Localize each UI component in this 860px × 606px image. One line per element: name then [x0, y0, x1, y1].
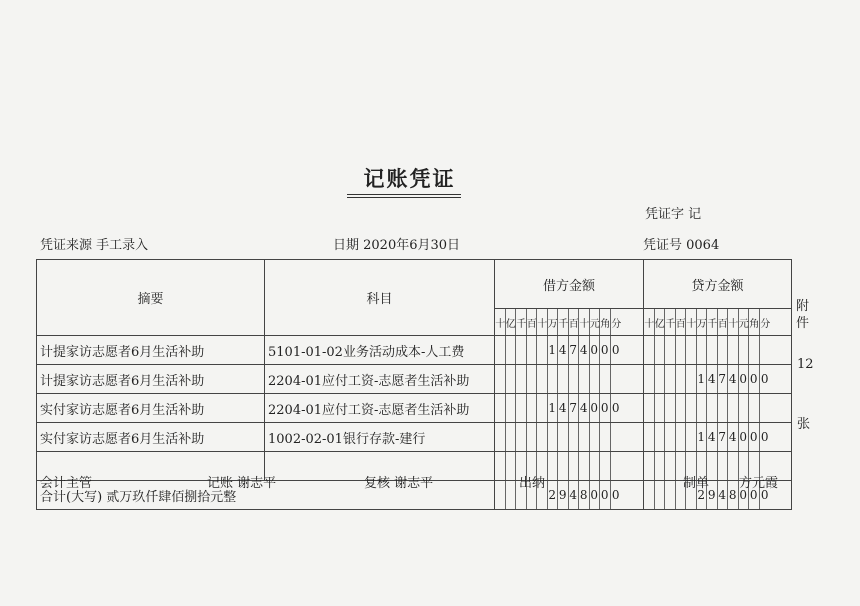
unit-label: 千: [665, 309, 676, 335]
amount-digit: [655, 365, 666, 393]
amount-digit: [728, 336, 739, 364]
amount-digit: [655, 452, 666, 480]
amount-digit: [579, 452, 590, 480]
amount-digit: 1: [548, 336, 559, 364]
amount-digit: [506, 481, 517, 509]
amount-digit: [579, 423, 590, 451]
row-debit: [495, 365, 644, 394]
amount-digit: [600, 423, 611, 451]
amount-digit: [516, 423, 527, 451]
footer-supervisor: 会计主管: [40, 476, 93, 491]
table-row: [37, 365, 792, 394]
amount-digit: [665, 394, 676, 422]
amount-digit: 0: [749, 481, 760, 509]
unit-label: 千: [516, 309, 527, 335]
amount-digit: 2: [548, 481, 559, 509]
unit-label: 亿: [506, 309, 517, 335]
credit-unit-row: [644, 309, 791, 335]
unit-label: 百: [718, 309, 729, 335]
amount-digit: [569, 452, 580, 480]
amount-grid: [644, 365, 770, 393]
title-underline-1: [347, 194, 461, 195]
amount-digit: [749, 336, 760, 364]
amount-digit: 4: [707, 365, 718, 393]
amount-digit: [644, 423, 655, 451]
unit-label: 万: [548, 309, 559, 335]
amount-digit: 7: [718, 423, 729, 451]
amount-digit: [655, 336, 666, 364]
header-debit: 借方金额: [495, 260, 644, 309]
amount-digit: [739, 336, 750, 364]
amount-digit: [600, 365, 611, 393]
row-credit: [644, 365, 792, 394]
footer-preparer-name: 方元霞: [739, 476, 779, 491]
amount-digit: [495, 481, 506, 509]
row-summary: 计提家访志愿者6月生活补助: [37, 336, 265, 365]
amount-digit: [665, 481, 676, 509]
amount-digit: [516, 394, 527, 422]
amount-digit: [611, 365, 622, 393]
amount-digit: [506, 394, 517, 422]
unit-label: 分: [760, 318, 770, 330]
amount-digit: [697, 336, 708, 364]
debit-unit-row: [495, 309, 643, 335]
footer-bookkeeper: 记账 谢志平: [207, 476, 277, 491]
amount-digit: 4: [579, 336, 590, 364]
amount-digit: [655, 481, 666, 509]
voucher-source: 凭证来源 手工录入: [40, 238, 149, 253]
row-summary: 计提家访志愿者6月生活补助: [37, 365, 265, 394]
amount-digit: 0: [749, 365, 760, 393]
total-label: 合计(大写) 贰万玖仟肆佰捌拾元整: [37, 481, 495, 510]
unit-label: 百: [676, 309, 687, 335]
unit-label: 十: [537, 309, 548, 335]
amount-digit: [548, 365, 559, 393]
amount-digit: 0: [749, 423, 760, 451]
amount-digit: 9: [558, 481, 569, 509]
amount-digit: 0: [611, 343, 620, 357]
unit-label: 千: [707, 309, 718, 335]
amount-digit: [548, 452, 559, 480]
amount-digit: [537, 423, 548, 451]
amount-digit: [644, 481, 655, 509]
amount-digit: 0: [760, 430, 769, 444]
amount-digit: 0: [600, 481, 611, 509]
row-credit: [644, 394, 792, 423]
amount-digit: [558, 423, 569, 451]
amount-digit: [600, 452, 611, 480]
amount-digit: 0: [590, 481, 601, 509]
amount-digit: [644, 452, 655, 480]
unit-label: 十: [644, 309, 655, 335]
amount-grid: [644, 423, 770, 451]
header-credit: 贷方金额: [644, 260, 792, 309]
amount-digit: 0: [600, 336, 611, 364]
voucher-table: [36, 259, 792, 510]
title-underline-2: [347, 197, 461, 198]
amount-digit: [516, 365, 527, 393]
unit-label: 百: [569, 309, 580, 335]
amount-digit: [558, 452, 569, 480]
unit-label: 十: [686, 309, 697, 335]
amount-digit: 4: [718, 481, 729, 509]
amount-digit: [495, 336, 506, 364]
amount-grid: [495, 336, 621, 364]
amount-digit: 8: [728, 481, 739, 509]
amount-digit: 0: [739, 365, 750, 393]
amount-digit: 4: [558, 336, 569, 364]
amount-digit: 4: [728, 423, 739, 451]
amount-digit: 4: [707, 423, 718, 451]
unit-label: 百: [527, 309, 538, 335]
amount-digit: [707, 336, 718, 364]
row-debit: [495, 423, 644, 452]
amount-grid: [495, 423, 621, 451]
amount-digit: 1: [697, 365, 708, 393]
amount-digit: [506, 336, 517, 364]
unit-label: 元: [590, 309, 601, 335]
amount-digit: [665, 336, 676, 364]
amount-grid: [644, 394, 770, 422]
row-debit: [495, 336, 644, 365]
attachment-label-zhang: 张: [797, 417, 811, 432]
unit-label: 元: [739, 309, 750, 335]
row-debit: [495, 452, 644, 481]
amount-digit: [644, 365, 655, 393]
amount-digit: 0: [739, 481, 750, 509]
voucher-number: 凭证号 0064: [643, 238, 720, 253]
amount-digit: 0: [590, 336, 601, 364]
amount-digit: [579, 365, 590, 393]
amount-digit: [506, 365, 517, 393]
table-row: [37, 394, 792, 423]
amount-digit: 2: [697, 481, 708, 509]
amount-digit: [676, 394, 687, 422]
row-account: 5101-01-02业务活动成本-人工费: [265, 336, 495, 365]
amount-digit: [749, 394, 760, 422]
amount-digit: [590, 423, 601, 451]
amount-digit: [590, 452, 601, 480]
amount-digit: [665, 365, 676, 393]
table-row: [37, 423, 792, 452]
amount-digit: [590, 365, 601, 393]
amount-digit: [676, 336, 687, 364]
voucher-type: 凭证字 记: [645, 207, 702, 222]
amount-digit: [537, 336, 548, 364]
amount-digit: 4: [579, 394, 590, 422]
amount-digit: [697, 394, 708, 422]
amount-digit: 9: [707, 481, 718, 509]
footer-cashier: 出纳: [519, 476, 546, 491]
voucher-date: 日期 2020年6月30日: [333, 238, 461, 253]
amount-digit: [569, 365, 580, 393]
amount-digit: 4: [728, 365, 739, 393]
amount-digit: [611, 452, 622, 480]
amount-digit: 0: [611, 401, 620, 415]
amount-digit: [676, 365, 687, 393]
row-credit: [644, 423, 792, 452]
total-debit: [495, 481, 644, 510]
amount-digit: [558, 365, 569, 393]
unit-label: 角: [600, 309, 611, 335]
row-account: 1002-02-01银行存款-建行: [265, 423, 495, 452]
header-account: 科目: [265, 260, 495, 336]
unit-label: 万: [697, 309, 708, 335]
amount-digit: [527, 394, 538, 422]
amount-digit: 0: [760, 372, 769, 386]
amount-digit: [739, 394, 750, 422]
amount-digit: [665, 452, 676, 480]
amount-digit: [644, 336, 655, 364]
amount-digit: [665, 423, 676, 451]
amount-digit: 0: [590, 394, 601, 422]
header-summary: 摘要: [37, 260, 265, 336]
amount-digit: 0: [600, 394, 611, 422]
unit-label: 十: [728, 309, 739, 335]
row-summary: 实付家访志愿者6月生活补助: [37, 394, 265, 423]
attachment-label-jian: 件: [796, 316, 810, 331]
unit-label: 十: [495, 309, 506, 335]
amount-digit: [611, 423, 622, 451]
row-summary: 实付家访志愿者6月生活补助: [37, 423, 265, 452]
amount-digit: [644, 394, 655, 422]
amount-digit: [686, 423, 697, 451]
credit-units: [644, 309, 792, 336]
unit-label: 千: [558, 309, 569, 335]
table-row: [37, 336, 792, 365]
footer-preparer-label: 制单: [683, 476, 710, 491]
amount-digit: [516, 336, 527, 364]
amount-digit: [718, 336, 729, 364]
amount-digit: [686, 336, 697, 364]
amount-digit: [495, 452, 506, 480]
amount-digit: [569, 423, 580, 451]
amount-digit: [506, 423, 517, 451]
amount-grid: [644, 336, 770, 364]
amount-digit: [718, 452, 729, 480]
row-account: 2204-01应付工资-志愿者生活补助: [265, 365, 495, 394]
amount-digit: [537, 365, 548, 393]
amount-digit: [718, 394, 729, 422]
amount-digit: [495, 394, 506, 422]
amount-digit: 0: [739, 423, 750, 451]
amount-digit: [760, 394, 771, 422]
amount-digit: 1: [548, 394, 559, 422]
amount-grid: [495, 365, 621, 393]
amount-digit: 0: [760, 488, 769, 502]
debit-units: [495, 309, 644, 336]
amount-grid: [495, 452, 621, 480]
unit-label: 角: [749, 309, 760, 335]
amount-digit: 1: [697, 423, 708, 451]
amount-digit: 0: [611, 488, 620, 502]
unit-label: 分: [611, 318, 621, 330]
amount-digit: 7: [569, 394, 580, 422]
amount-digit: 4: [569, 481, 580, 509]
amount-digit: 7: [569, 336, 580, 364]
row-debit: [495, 394, 644, 423]
amount-digit: 7: [718, 365, 729, 393]
amount-digit: [686, 365, 697, 393]
amount-digit: [527, 423, 538, 451]
amount-digit: [655, 423, 666, 451]
amount-digit: [527, 365, 538, 393]
footer-reviewer: 复核 谢志平: [364, 476, 434, 491]
amount-digit: [728, 452, 739, 480]
attachment-label-fu: 附: [796, 299, 810, 314]
voucher-title: 记账凭证: [363, 166, 456, 191]
amount-digit: [548, 423, 559, 451]
unit-label: 亿: [655, 309, 666, 335]
amount-digit: 4: [558, 394, 569, 422]
amount-digit: [506, 452, 517, 480]
amount-digit: [495, 365, 506, 393]
amount-digit: 8: [579, 481, 590, 509]
amount-grid: [495, 481, 621, 509]
amount-digit: [728, 394, 739, 422]
amount-digit: [707, 394, 718, 422]
unit-label: 十: [579, 309, 590, 335]
row-credit: [644, 336, 792, 365]
amount-digit: [655, 394, 666, 422]
amount-digit: [495, 423, 506, 451]
amount-digit: [686, 394, 697, 422]
amount-digit: [676, 423, 687, 451]
amount-grid: [495, 394, 621, 422]
amount-digit: [760, 336, 771, 364]
attachment-count: 12: [797, 357, 814, 372]
amount-digit: [527, 336, 538, 364]
amount-digit: [537, 394, 548, 422]
row-account: 2204-01应付工资-志愿者生活补助: [265, 394, 495, 423]
